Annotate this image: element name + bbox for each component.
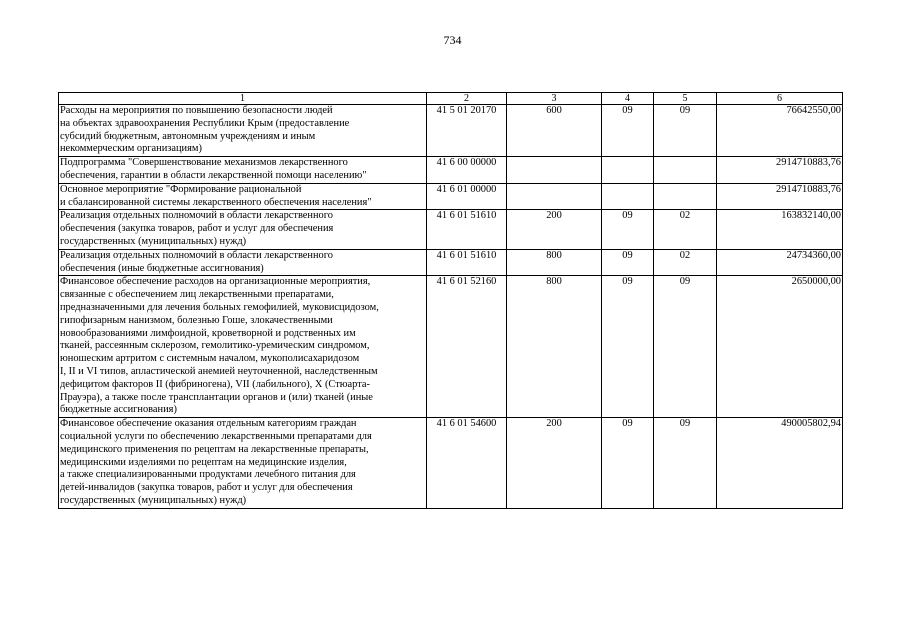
row-code: 41 5 01 20170 [427, 105, 507, 157]
row-section [602, 157, 654, 184]
column-header: 6 [717, 93, 843, 105]
table-row [59, 418, 843, 509]
row-subsection: 09 [654, 276, 717, 418]
row-expense-type: 800 [507, 249, 602, 276]
row-expense-type: 600 [507, 105, 602, 157]
page-number: 734 [443, 33, 462, 47]
row-section: 09 [602, 249, 654, 276]
row-section: 09 [602, 210, 654, 249]
row-subsection [654, 157, 717, 184]
row-expense-type: 200 [507, 418, 602, 509]
row-amount: 2914710883,76 [717, 183, 843, 210]
header-row [59, 93, 843, 105]
row-subsection: 09 [654, 418, 717, 509]
column-header: 4 [602, 93, 654, 105]
column-header: 5 [654, 93, 717, 105]
column-header: 3 [507, 93, 602, 105]
row-name: Реализация отдельных полномочий в области лекарственного обеспечения (закупка товаров, работ и услуг для обеспечения государственных (муниципальных) нужд) [59, 210, 427, 249]
row-amount: 24734360,00 [717, 249, 843, 276]
table-row [59, 105, 843, 157]
row-expense-type [507, 157, 602, 184]
row-section: 09 [602, 418, 654, 509]
row-subsection [654, 183, 717, 210]
row-subsection: 09 [654, 105, 717, 157]
row-name: Реализация отдельных полномочий в области лекарственного обеспечения (иные бюджетные ассигнования) [59, 249, 427, 276]
row-expense-type [507, 183, 602, 210]
row-code: 41 6 01 00000 [427, 183, 507, 210]
row-name: Финансовое обеспечение расходов на организационные мероприятия, связанные с обеспечением лиц лекарственными препаратами, предназначенными для лечения больных гемофилией, муковисцидозом, гипофизарным нанизмом, болезнью Гоше, злокачественными новообразованиями лимфоидной, кроветворной и родственных им тканей, рассеянным склерозом, гемолитико-уремическим синдромом, юношеским артритом с системным началом, мукополисахаридозом I, II и VI типов, апластической анемией неуточненной, наследственным дефицитом факторов II (фибриногена), VII (лабильного), X (Стюарта- Прауэра), а также после трансплантации органов и (или) тканей (иные бюджетные ассигнования) [59, 276, 427, 418]
table-row [59, 210, 843, 249]
row-section [602, 183, 654, 210]
row-amount: 2914710883,76 [717, 157, 843, 184]
row-name: Расходы на мероприятия по повышению безопасности людей на объектах здравоохранения Республики Крым (предоставление субсидий бюджетным, автономным учреждениям и иным некоммерческим организациям) [59, 105, 427, 157]
row-amount: 76642550,00 [717, 105, 843, 157]
table-row [59, 276, 843, 418]
table-row [59, 183, 843, 210]
table-row [59, 249, 843, 276]
row-code: 41 6 01 51610 [427, 210, 507, 249]
row-name: Основное мероприятие "Формирование рациональной и сбалансированной системы лекарственного обеспечения населения" [59, 183, 427, 210]
row-amount: 163832140,00 [717, 210, 843, 249]
row-code: 41 6 01 52160 [427, 276, 507, 418]
row-code: 41 6 01 54600 [427, 418, 507, 509]
row-expense-type: 800 [507, 276, 602, 418]
row-code: 41 6 01 51610 [427, 249, 507, 276]
column-header: 1 [59, 93, 427, 105]
row-subsection: 02 [654, 210, 717, 249]
row-amount: 2650000,00 [717, 276, 843, 418]
column-header: 2 [427, 93, 507, 105]
row-section: 09 [602, 276, 654, 418]
row-name: Подпрограмма "Совершенствование механизмов лекарственного обеспечения, гарантии в области лекарственной помощи населению" [59, 157, 427, 184]
row-name: Финансовое обеспечение оказания отдельным категориям граждан социальной услуги по обеспечению лекарственными препаратами для медицинского применения по рецептам на лекарственные препараты, медицинскими изделиями по рецептам на медицинские изделия, а также специализированными продуктами лечебного питания для детей-инвалидов (закупка товаров, работ и услуг для обеспечения государственных (муниципальных) нужд) [59, 418, 427, 509]
row-code: 41 6 00 00000 [427, 157, 507, 184]
budget-table [58, 92, 843, 509]
row-subsection: 02 [654, 249, 717, 276]
row-amount: 490005802,94 [717, 418, 843, 509]
row-expense-type: 200 [507, 210, 602, 249]
row-section: 09 [602, 105, 654, 157]
table-row [59, 157, 843, 184]
